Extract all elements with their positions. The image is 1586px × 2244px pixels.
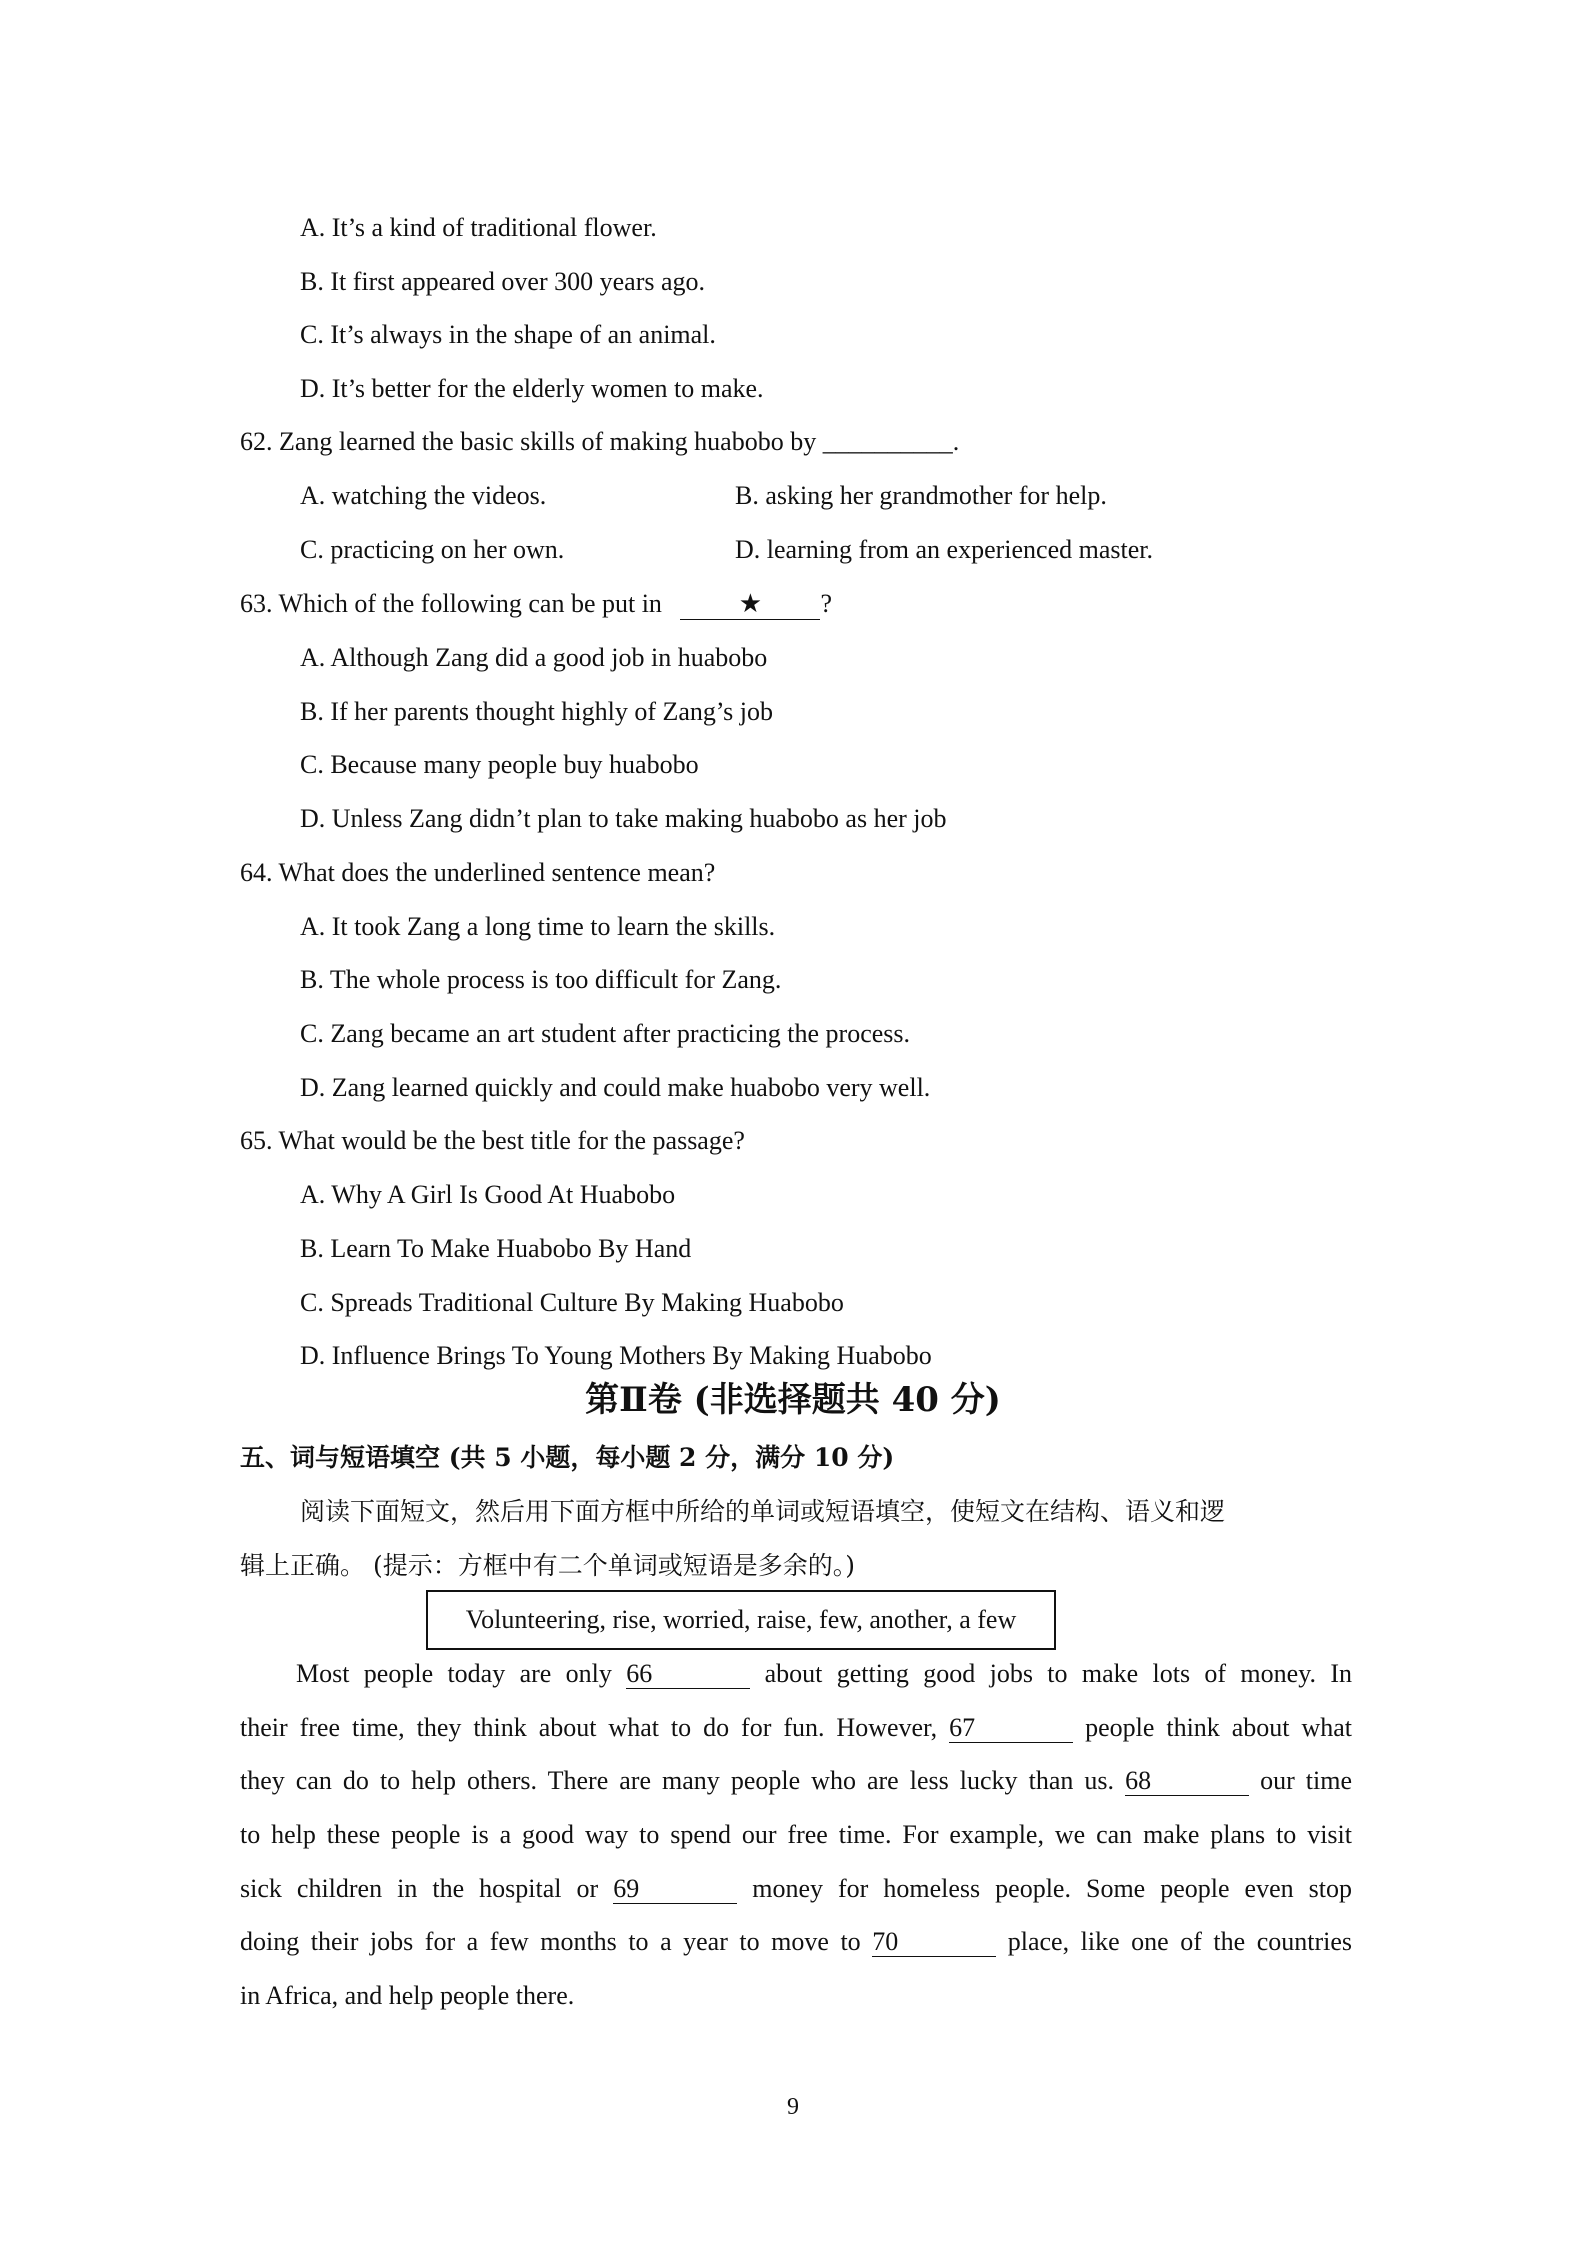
q63-option-d: D. Unless Zang didn’t plan to take making huabobo as her job	[300, 804, 947, 833]
passage-text: Most people today are only	[296, 1659, 612, 1688]
passage-text: doing their jobs for a few months to a year to move to	[240, 1927, 861, 1956]
q65-option-d: D. Influence Brings To Young Mothers By Making Huabobo	[300, 1341, 932, 1370]
section-2-title: 第Ⅱ卷 (非选择题共 40 分)	[585, 1380, 1001, 1420]
passage-text: our time	[1260, 1766, 1353, 1795]
q64-option-b: B. The whole process is too difficult for Zang.	[300, 965, 782, 994]
q61-option-c: C. It’s always in the shape of an animal.	[300, 320, 716, 349]
passage-line-6	[240, 1924, 1352, 1960]
passage-line-2	[240, 1710, 1352, 1746]
q64-option-a: A. It took Zang a long time to learn the skills.	[300, 912, 776, 941]
page-number: 9	[787, 2094, 799, 2120]
q63-stem-text: 63. Which of the following can be put in	[240, 589, 662, 618]
q61-option-a: A. It’s a kind of traditional flower.	[300, 213, 657, 242]
q64-stem: 64. What does the underlined sentence mean?	[240, 858, 716, 887]
passage-line-3	[240, 1763, 1352, 1799]
q62-option-c: C. practicing on her own.	[300, 535, 565, 564]
q63-question-mark: ?	[820, 589, 832, 618]
passage-text: they can do to help others. There are many people who are less lucky than us.	[240, 1766, 1115, 1795]
q64-option-c: C. Zang became an art student after practicing the process.	[300, 1019, 911, 1048]
passage-line-4: to help these people is a good way to spend our free time. For example, we can make plans to visit	[240, 1820, 1352, 1849]
q65-option-b: B. Learn To Make Huabobo By Hand	[300, 1234, 692, 1263]
passage-text: about getting good jobs to make lots of money. In	[764, 1659, 1353, 1688]
q62-blank: __________.	[822, 427, 960, 456]
passage-text: people think about what	[1085, 1713, 1353, 1742]
part-5-instruction-line-2: 辑上正确。 (提示：方框中有二个单词或短语是多余的。)	[240, 1551, 855, 1580]
passage-line-7: in Africa, and help people there.	[240, 1981, 575, 2010]
blank-66[interactable]: 66	[626, 1660, 750, 1689]
q62-stem	[240, 424, 959, 460]
blank-68[interactable]: 68	[1125, 1767, 1249, 1796]
passage-text: place, like one of the countries	[1007, 1927, 1352, 1956]
q65-option-a: A. Why A Girl Is Good At Huabobo	[300, 1180, 676, 1209]
q61-option-d: D. It’s better for the elderly women to make.	[300, 374, 764, 403]
passage-text: money for homeless people. Some people even stop	[752, 1874, 1353, 1903]
star-icon: ★	[738, 589, 763, 618]
q63-option-c: C. Because many people buy huabobo	[300, 750, 699, 779]
q63-stem	[240, 586, 832, 622]
q63-option-a: A. Although Zang did a good job in huabobo	[300, 643, 768, 672]
q63-star-blank	[680, 589, 820, 620]
part-5-instruction-line-1: 阅读下面短文，然后用下面方框中所给的单词或短语填空，使短文在结构、语义和逻	[300, 1497, 1226, 1526]
q65-stem: 65. What would be the best title for the passage?	[240, 1126, 745, 1155]
passage-text: sick children in the hospital or	[240, 1874, 599, 1903]
passage-line-1	[296, 1656, 1352, 1692]
q62-option-b: B. asking her grandmother for help.	[735, 481, 1107, 510]
blank-70[interactable]: 70	[872, 1928, 996, 1957]
q62-option-a: A. watching the videos.	[300, 481, 547, 510]
q63-option-b: B. If her parents thought highly of Zang’s job	[300, 697, 773, 726]
q61-option-b: B. It first appeared over 300 years ago.	[300, 267, 706, 296]
q62-option-d: D. learning from an experienced master.	[735, 535, 1153, 564]
q65-option-c: C. Spreads Traditional Culture By Making Huabobo	[300, 1288, 844, 1317]
q62-stem-text: 62. Zang learned the basic skills of making huabobo by	[240, 427, 817, 456]
passage-text: their free time, they think about what to do for fun. However,	[240, 1713, 938, 1742]
blank-67[interactable]: 67	[949, 1714, 1073, 1743]
q64-option-d: D. Zang learned quickly and could make huabobo very well.	[300, 1073, 931, 1102]
part-5-heading: 五、词与短语填空 (共 5 小题，每小题 2 分，满分 10 分)	[240, 1443, 895, 1472]
blank-69[interactable]: 69	[613, 1875, 737, 1904]
word-box: Volunteering, rise, worried, raise, few, another, a few	[426, 1590, 1056, 1650]
passage-line-5	[240, 1871, 1352, 1907]
